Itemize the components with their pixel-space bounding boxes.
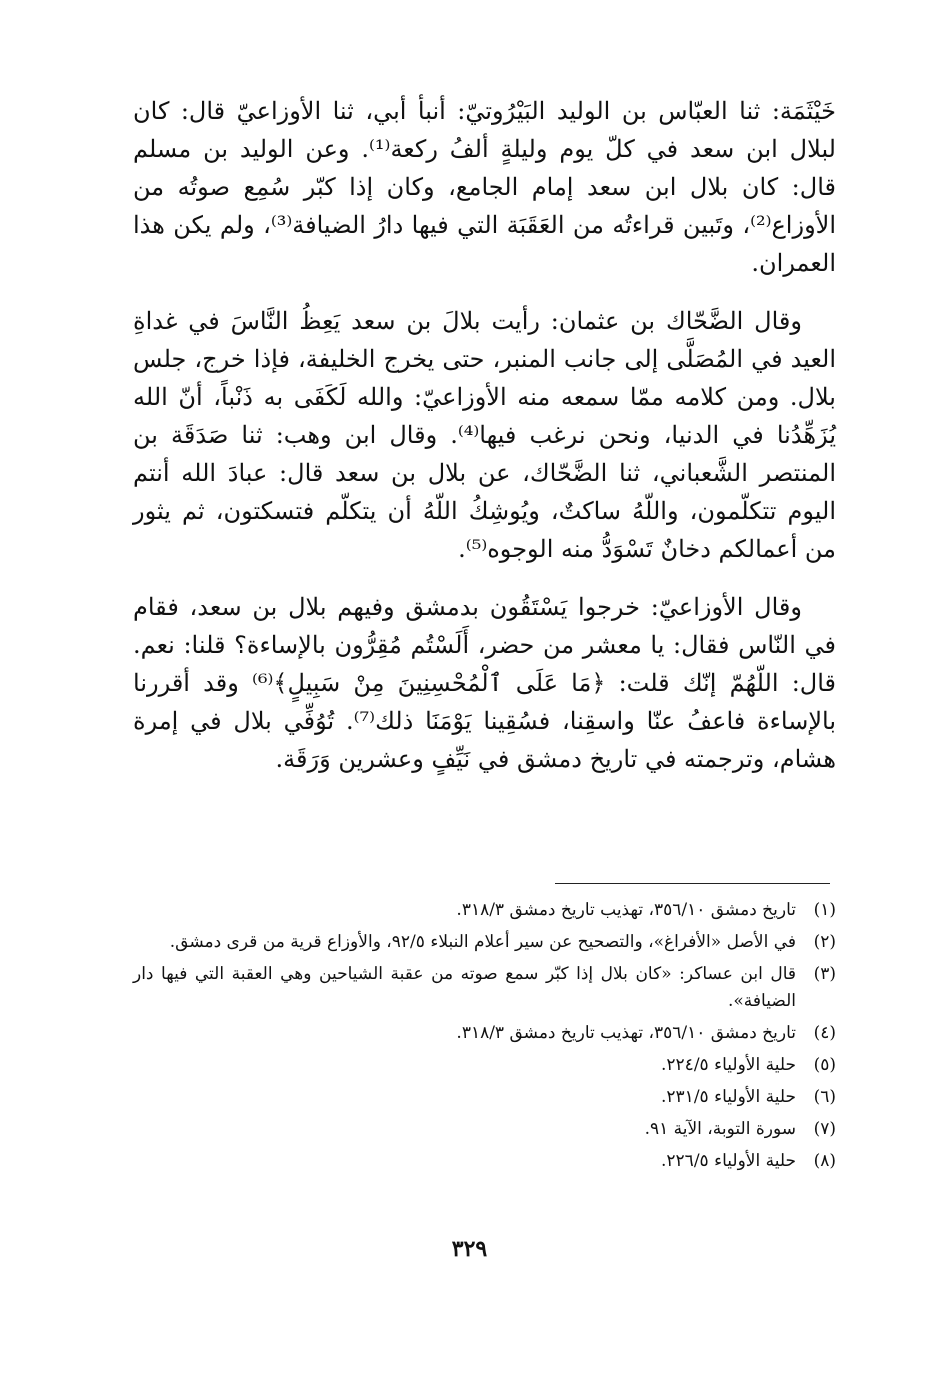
footnote-item: [133, 1052, 836, 1079]
footnote-text: حلية الأولياء ٢٢٤/٥.: [661, 1055, 796, 1075]
footnote-item: [133, 929, 836, 956]
footnote-number: (٨): [813, 1151, 836, 1171]
footnote-number: (٧): [813, 1119, 836, 1139]
paragraph-3: وقال الأوزاعيّ: خرجوا يَسْتَقُون بدمشق وفيهم بلال بن سعد، فقام في النّاس فقال: يا معشر من حضر، أَلَسْتُم مُقِرُّون بالإساءة؟ قلنا: نعم. قال: اللّهُمّ إنّك قلت: ﴿مَا عَلَى ٱلْمُحْسِنِينَ مِنْ سَبِيلٍ﴾⁽⁶⁾ وقد أقررنا بالإساءة فاعفُ عنّا واسقِنا، فسُقِينا يَوْمَنَا ذلك⁽⁷⁾. تُوُفِّي بلال في إمرة هشام، وترجمته في تاريخ دمشق في نَيِّفٍ وعشرين وَرَقَة.: [133, 593, 836, 773]
paragraph-1: خَيْثَمَة: ثنا العبّاس بن الوليد البَيْرُوتيّ: أنبأ أبي، ثنا الأوزاعيّ قال: كان لبلال ابن سعد في كلّ يوم وليلةٍ ألفُ ركعة⁽¹⁾. وعن الوليد بن مسلم قال: كان بلال ابن سعد إمام الجامع، وكان إذا كبّر سُمِع صوتُه من الأوزاع⁽²⁾، وتَبين قراءتُه من العَقَبَة التي فيها دارُ الضيافة⁽³⁾، ولم يكن هذا العمران.: [133, 97, 837, 277]
footnote-number: (١): [813, 900, 836, 920]
page-number: ٣٢٩: [451, 1236, 488, 1262]
footnote-number: (٢): [813, 932, 836, 952]
footnote-item: [133, 1116, 836, 1143]
footnote-item: [133, 1020, 836, 1047]
footnote-text: تاريخ دمشق ٣٥٦/١٠، تهذيب تاريخ دمشق ٣١٨/٣.: [456, 900, 796, 920]
footnote-number: (٥): [813, 1055, 836, 1075]
footnote-text: سورة التوبة، الآية ٩١.: [644, 1119, 796, 1139]
footnote-text: في الأصل «الأفراغ»، والتصحيح عن سير أعلام النبلاء ٩٢/٥، والأوزاع قرية من قرى دمشق.: [169, 932, 796, 952]
footnote-item: [133, 897, 836, 924]
footnote-text: تاريخ دمشق ٣٥٦/١٠، تهذيب تاريخ دمشق ٣١٨/٣.: [456, 1023, 796, 1043]
footnote-text: حلية الأولياء ٢٢٦/٥.: [661, 1151, 796, 1171]
footnote-item: [133, 1084, 836, 1111]
footnote-item: [133, 961, 836, 1015]
main-text: [133, 92, 836, 778]
footnote-text: حلية الأولياء ٢٣١/٥.: [661, 1087, 796, 1107]
footnote-text: قال ابن عساكر: «كان بلال إذا كبّر سمع صوته من عقبة الشياحين وهي العقبة التي فيها دار الضيافة».: [133, 964, 796, 1011]
footnote-item: [133, 1148, 836, 1175]
footnote-number: (٤): [813, 1023, 836, 1043]
footnote-divider: [555, 883, 830, 884]
footnotes-list: [133, 897, 836, 1180]
paragraph-2: وقال الضَّحّاك بن عثمان: رأيت بلالَ بن سعد يَعِظُ النَّاسَ في غداةِ العيد في المُصَلَّى إلى جانب المنبر، حتى يخرج الخليفة، فإذا خرج، جلس بلال. ومن كلامه ممّا سمعه منه الأوزاعيّ: والله لَكَفَى به ذَنْباً، أنّ الله يُزَهِّدُنا في الدنيا، ونحن نرغب فيها⁽⁴⁾. وقال ابن وهب: ثنا صَدَقَة بن المنتصر الشَّعباني، ثنا الضَّحّاك، عن بلال بن سعد قال: عبادَ الله أنتم اليوم تتكلّمون، واللّهُ ساكتٌ، ويُوشِكُ اللّهُ أن يتكلّم فتسكتون، ثم يثور من أعمالكم دخانٌ تَسْوَدُّ منه الوجوه⁽⁵⁾.: [133, 307, 837, 563]
footnote-number: (٣): [813, 964, 836, 984]
footnote-number: (٦): [813, 1087, 836, 1107]
